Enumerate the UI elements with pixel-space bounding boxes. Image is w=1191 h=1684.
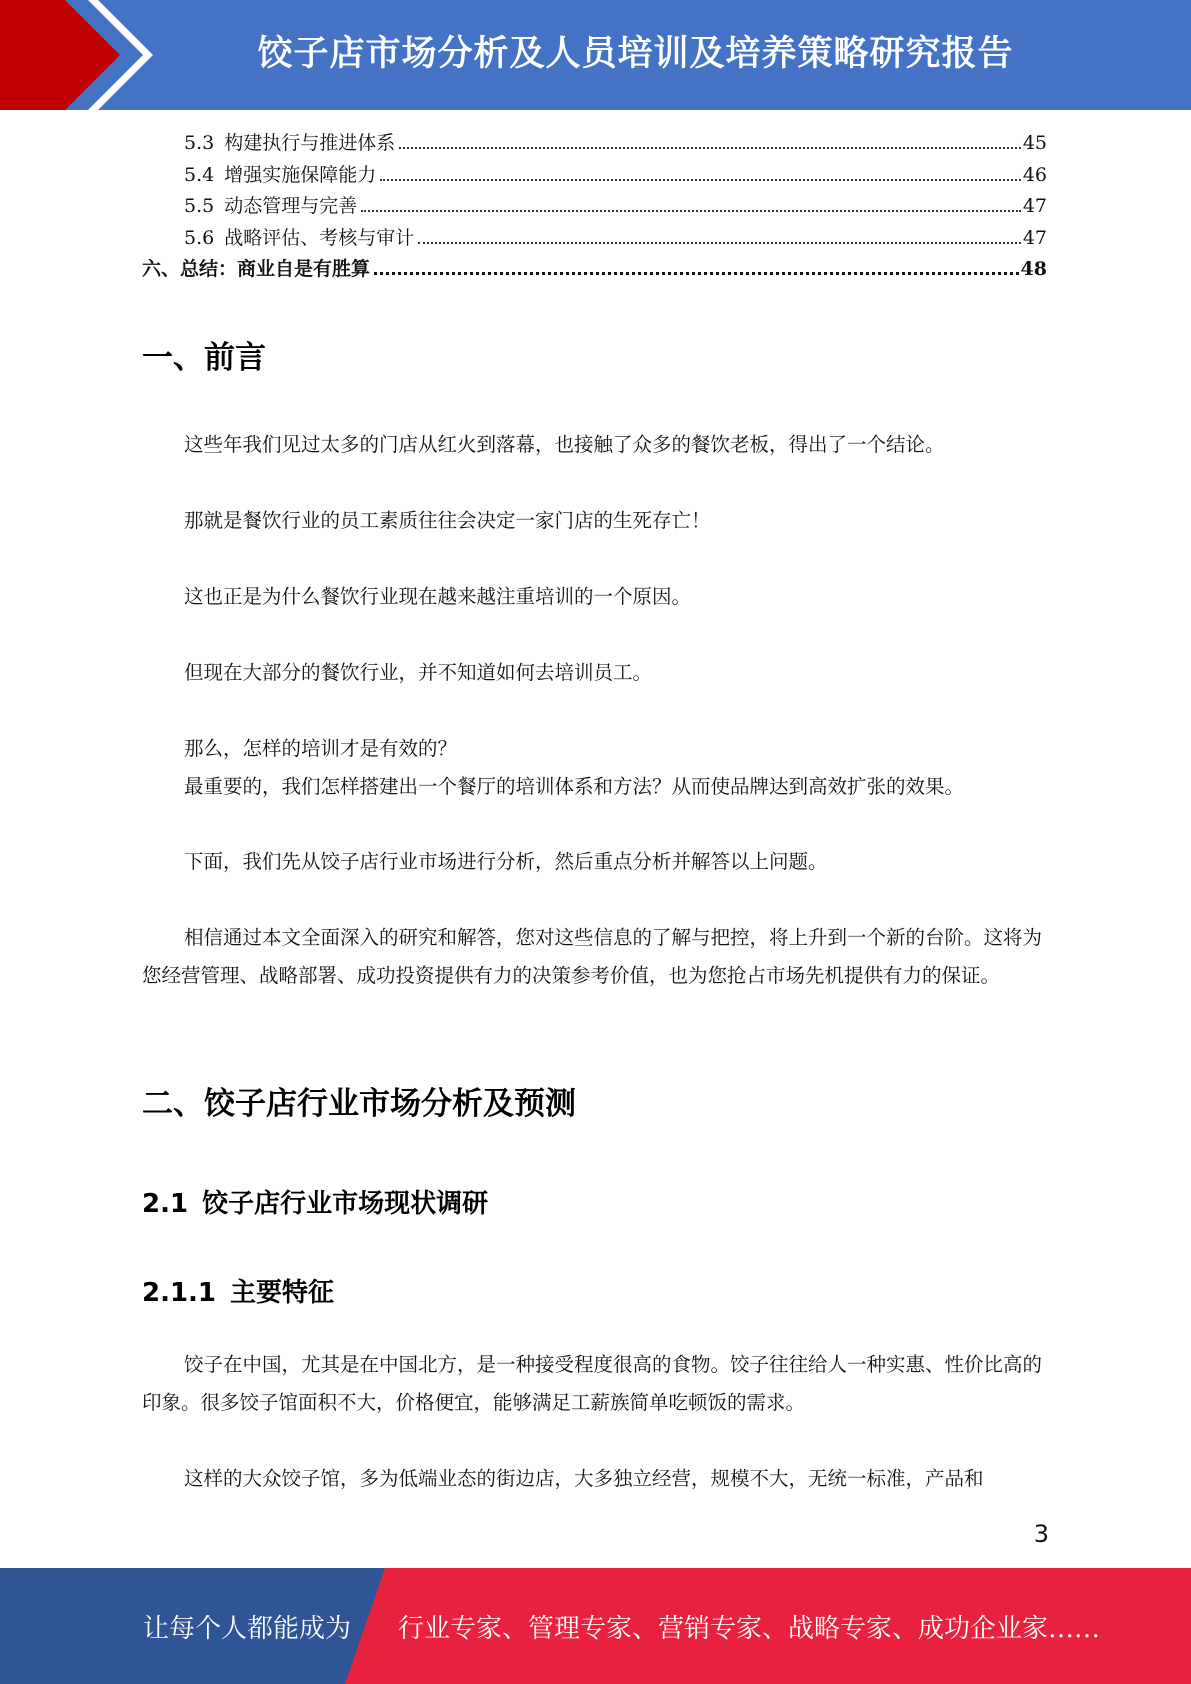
toc-entry-number: 5.3	[184, 132, 215, 154]
paragraph-text: 这样的大众饺子馆，多为低端业态的街边店，大多独立经营，规模不大，无统一标准，产品和	[184, 1467, 984, 1490]
page-footer	[0, 1568, 1191, 1684]
toc-entry-page: 47	[1022, 226, 1047, 249]
report-title: 饺子店市场分析及人员培训及培养策略研究报告	[257, 34, 1014, 74]
paragraph-text: 但现在大部分的餐饮行业，并不知道如何去培训员工。	[184, 661, 653, 684]
paragraph	[142, 426, 1047, 464]
paragraph-text: 这也正是为什么餐饮行业现在越来越注重培训的一个原因。	[184, 585, 692, 608]
toc-entry-label: 六、总结：商业自是有胜算	[142, 258, 371, 280]
toc-leader-dots	[380, 178, 1021, 181]
table-of-contents	[142, 128, 1047, 286]
toc-entry-page: 47	[1022, 195, 1047, 217]
toc-leader-dots	[399, 146, 1021, 149]
subsection-number: 2.1	[142, 1189, 189, 1219]
paragraph-text: 饺子在中国，尤其是在中国北方，是一种接受程度很高的食物。饺子往往给人一种实惠、性价比高的印象。很多饺子馆面积不大，价格便宜，能够满足工薪族简单吃顿饭的需求。	[142, 1353, 1043, 1414]
toc-entry-page: 46	[1022, 163, 1047, 186]
header-red-block	[0, 0, 120, 110]
toc-entry[interactable]	[142, 191, 1047, 223]
toc-leader-dots	[374, 271, 1019, 275]
subsubsection-heading	[142, 1272, 334, 1309]
toc-leader-dots	[361, 209, 1021, 212]
toc-entry[interactable]	[142, 223, 1047, 255]
toc-entry-label: 动态管理与完善	[224, 195, 358, 217]
paragraph-text: 下面，我们先从饺子店行业市场进行分析，然后重点分析并解答以上问题。	[184, 850, 828, 873]
paragraph	[142, 654, 1047, 692]
page-number: 3	[1033, 1520, 1049, 1548]
paragraph-text: 相信通过本文全面深入的研究和解答，您对这些信息的了解与把控，将上升到一个新的台阶。这将为您经营管理、战略部署、成功投资提供有力的决策参考价值，也为您抢占市场先机提供有力的保证。	[142, 926, 1043, 987]
toc-entry-label: 战略评估、考核与审计	[224, 226, 415, 249]
footer-slogan-left: 让每个人都能成为	[143, 1614, 352, 1644]
paragraph-text: 最重要的，我们怎样搭建出一个餐厅的培训体系和方法？从而使品牌达到高效扩张的效果。	[184, 775, 965, 798]
paragraph-text: 那么，怎样的培训才是有效的？	[184, 737, 458, 760]
section-heading: 二、饺子店行业市场分析及预测	[142, 1086, 576, 1122]
paragraph	[142, 502, 1047, 540]
subsection-label: 饺子店行业市场现状调研	[202, 1189, 489, 1219]
paragraph	[142, 843, 1047, 881]
section-heading: 一、前言	[142, 340, 266, 376]
footer-slogan-right: 行业专家、管理专家、营销专家、战略专家、成功企业家……	[398, 1614, 1101, 1644]
toc-entry-number: 5.6	[184, 226, 215, 249]
toc-entry-chapter[interactable]	[142, 254, 1047, 286]
toc-entry-page: 45	[1022, 132, 1047, 154]
paragraph-text: 那就是餐饮行业的员工素质往往会决定一家门店的生死存亡！	[184, 509, 711, 532]
toc-entry[interactable]	[142, 160, 1047, 192]
paragraph	[142, 919, 1047, 995]
toc-entry-page: 48	[1020, 258, 1047, 280]
toc-leader-dots	[418, 241, 1021, 244]
toc-entry-label: 增强实施保障能力	[224, 163, 377, 186]
paragraph	[142, 730, 1047, 806]
toc-entry-label: 构建执行与推进体系	[224, 132, 396, 154]
toc-entry-number: 5.5	[184, 195, 215, 217]
subsubsection-label: 主要特征	[230, 1278, 335, 1308]
toc-entry[interactable]	[142, 128, 1047, 160]
paragraph	[142, 1460, 1047, 1498]
paragraph-text: 这些年我们见过太多的门店从红火到落幕，也接触了众多的餐饮老板，得出了一个结论。	[184, 433, 945, 456]
subsubsection-number: 2.1.1	[142, 1278, 217, 1308]
page-header	[0, 0, 1191, 110]
subsection-heading	[142, 1183, 488, 1220]
paragraph	[142, 1346, 1047, 1422]
toc-entry-number: 5.4	[184, 163, 215, 186]
paragraph	[142, 578, 1047, 616]
